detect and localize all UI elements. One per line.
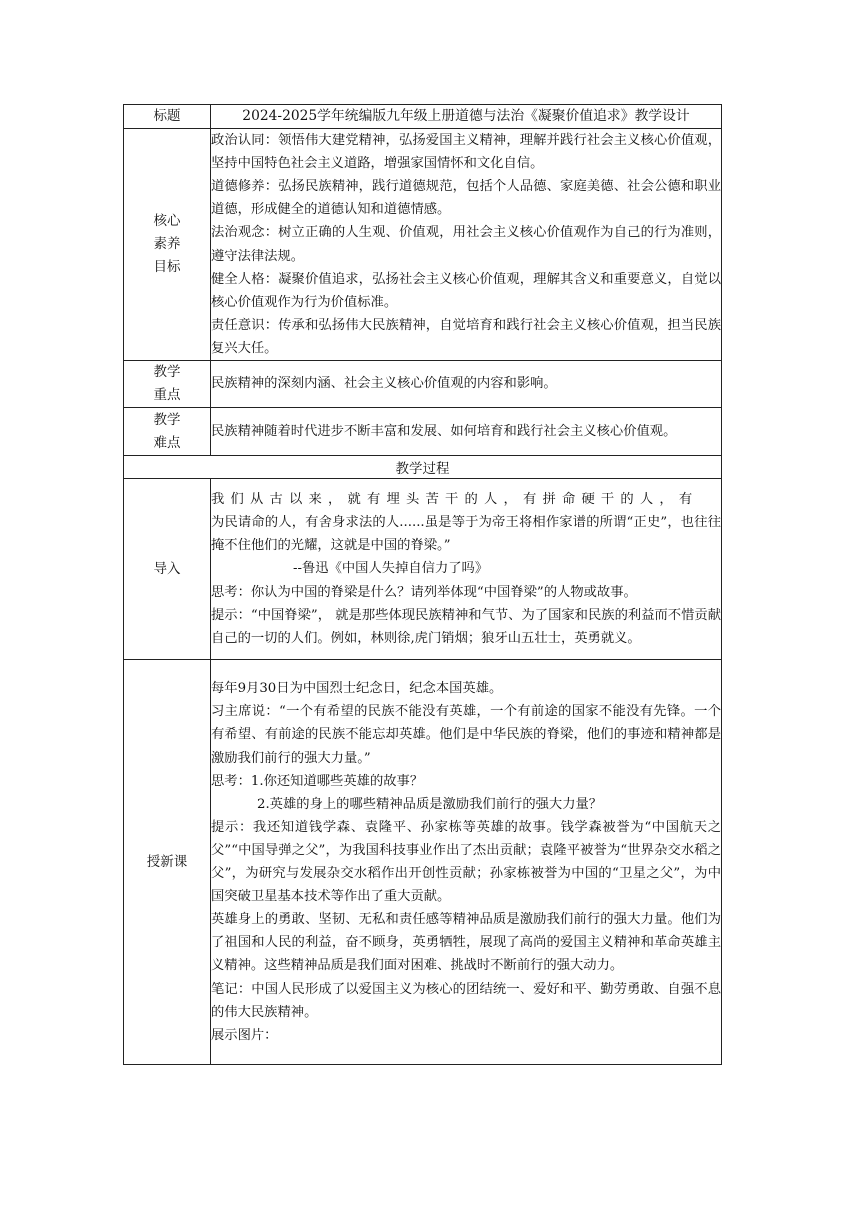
new-lesson-row <box>124 660 722 1065</box>
key-points-content: 民族精神的深刻内涵、社会主义核心价值观的内容和影响。 <box>211 361 722 408</box>
goal-personality: 健全人格：凝聚价值追求，弘扬社会主义核心价值观，理解其含义和重要意义，自觉以核心价值观作为行为价值标准。 <box>211 271 721 310</box>
title-row <box>124 105 722 129</box>
process-header: 教学过程 <box>124 456 722 479</box>
lesson-note: 笔记：中国人民形成了以爱国主义为核心的团结统一、爱好和平、勤劳勇敢、自强不息的伟大民族精神。 <box>211 981 721 1020</box>
core-goals-label-line: 核心 <box>153 213 181 230</box>
difficulties-label-line: 教学 <box>153 411 181 428</box>
new-lesson-content <box>211 660 722 1065</box>
intro-quote: 为民请命的人，有舍身求法的人......虽是等于为帝王将相作家谱的所谓“正史”，也往往掩不住他们的光耀，这就是中国的脊梁。” <box>211 515 721 554</box>
process-header-row <box>124 456 722 479</box>
intro-row <box>124 479 722 660</box>
goal-legal: 法治观念：树立正确的人生观、价值观，用社会主义核心价值观作为自己的行为准则，遵守法律法规。 <box>211 225 721 264</box>
core-goals-content <box>211 129 722 361</box>
new-lesson-label: 授新课 <box>124 660 211 1065</box>
difficulties-label-line: 难点 <box>153 434 181 451</box>
title-label: 标题 <box>124 105 211 129</box>
key-points-label <box>124 361 211 408</box>
lesson-hero-qualities: 英雄身上的勇敢、坚韧、无私和责任感等精神品质是激励我们前行的强大力量。他们为了祖国和人民的利益，奋不顾身，英勇牺牲，展现了高尚的爱国主义精神和革命英雄主义精神。这些精神品质是我们面对困难、挑战时不断前行的强大动力。 <box>211 912 721 974</box>
difficulties-label <box>124 408 211 456</box>
intro-hint: 提示：“中国脊梁”， 就是那些体现民族精神和气节、为了国家和民族的利益而不惜贡献自己的一切的人们。例如，林则徐,虎门销烟；狼牙山五壮士，英勇就义。 <box>211 607 721 646</box>
lesson-question-1: 思考：1.你还知道哪些英雄的故事？ <box>211 773 424 789</box>
goal-responsibility: 责任意识：传承和弘扬伟大民族精神，自觉培育和践行社会主义核心价值观，担当民族复兴大任。 <box>211 317 721 356</box>
lesson-show-images: 展示图片： <box>211 1027 278 1043</box>
lesson-question-2: 2.英雄的身上的哪些精神品质是激励我们前行的强大力量？ <box>257 796 603 812</box>
key-points-label-line: 教学 <box>153 364 181 381</box>
intro-quote-line: 我们从古以来，就有埋头苦干的人，有拼命硬干的人，有 <box>211 492 699 508</box>
key-points-label-line: 重点 <box>153 387 181 404</box>
intro-quote-source: --鲁迅《中国人失掉自信力了吗》 <box>293 561 489 577</box>
intro-label: 导入 <box>124 479 211 660</box>
core-goals-label-line: 素养 <box>153 236 181 253</box>
difficulties-row <box>124 408 722 456</box>
goal-moral: 道德修养：弘扬民族精神，践行道德规范，包括个人品德、家庭美德、社会公德和职业道德，形成健全的道德认知和道德情感。 <box>211 179 721 218</box>
core-goals-label-line: 目标 <box>153 259 181 276</box>
key-points-row <box>124 361 722 408</box>
difficulties-content: 民族精神随着时代进步不断丰富和发展、如何培育和践行社会主义核心价值观。 <box>211 408 722 456</box>
intro-question: 思考：你认为中国的脊梁是什么？请列举体现“中国脊梁”的人物或故事。 <box>211 584 637 600</box>
goal-political: 政治认同：领悟伟大建党精神，弘扬爱国主义精神，理解并践行社会主义核心价值观，坚持中国特色社会主义道路，增强家国情怀和文化自信。 <box>211 133 721 172</box>
lesson-hint: 提示：我还知道钱学森、袁隆平、孙家栋等英雄的故事。钱学森被誉为“中国航天之父”“中国导弹之父”，为我国科技事业作出了杰出贡献；袁隆平被誉为“世界杂交水稻之父”，为研究与发展杂交水稻作出开创性贡献；孙家栋被誉为中国的“卫星之父”，为中国突破卫星基本技术等作出了重大贡献。 <box>211 819 721 905</box>
lesson-martyr-day: 每年9月30日为中国烈士纪念日，纪念本国英雄。 <box>211 681 503 697</box>
intro-content <box>211 479 722 660</box>
core-goals-row <box>124 129 722 361</box>
core-goals-label <box>124 129 211 361</box>
lesson-plan-table <box>123 104 722 1065</box>
lesson-xi-quote: 习主席说：“一个有希望的民族不能没有英雄，一个有前途的国家不能没有先锋。一个有希望、有前途的民族不能忘却英雄。他们是中华民族的脊梁，他们的事迹和精神都是激励我们前行的强大力量。” <box>211 704 721 766</box>
lesson-title: 2024-2025学年统编版九年级上册道德与法治《凝聚价值追求》教学设计 <box>211 105 722 129</box>
